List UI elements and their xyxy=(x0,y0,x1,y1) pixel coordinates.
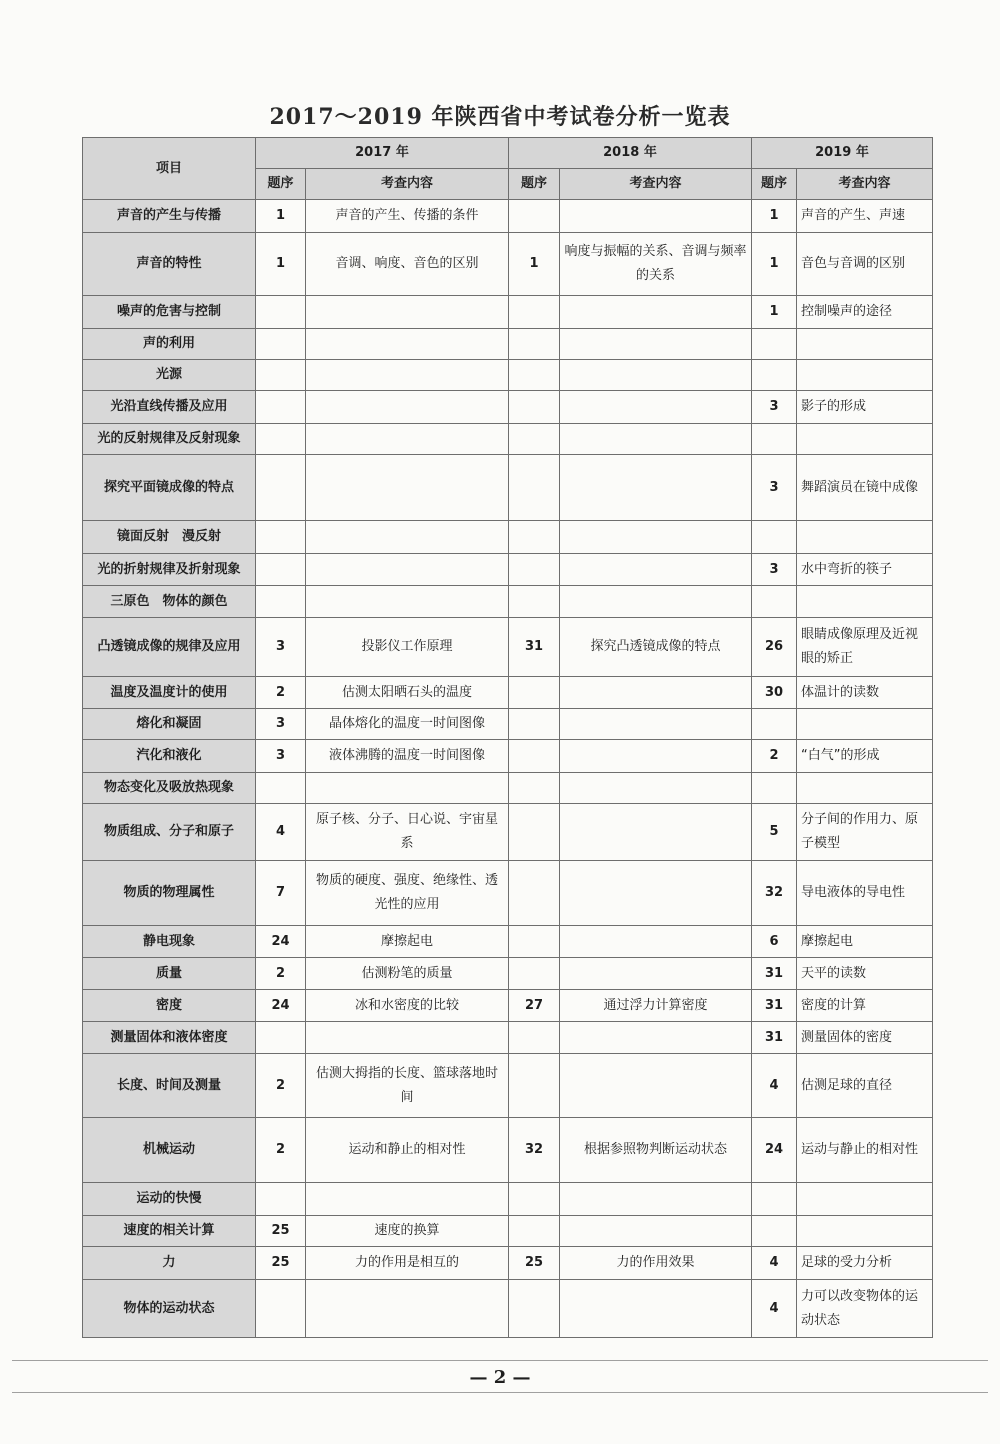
page-title: 2017～2019 年陕西省中考试卷分析一览表 xyxy=(269,104,731,130)
cell-item: 运动的快慢 xyxy=(83,1183,256,1216)
cell-c17: 冰和水密度的比较 xyxy=(306,990,509,1022)
cell-n17: 3 xyxy=(256,618,306,677)
cell-item: 光的折射规律及折射现象 xyxy=(83,554,256,586)
cell-c19: 密度的计算 xyxy=(797,990,933,1022)
cell-n18 xyxy=(509,424,560,455)
cell-c18 xyxy=(560,329,752,360)
cell-item: 物质的物理属性 xyxy=(83,861,256,926)
cell-n17 xyxy=(256,296,306,329)
header-year-2018: 2018 年 xyxy=(509,138,752,169)
cell-c17 xyxy=(306,521,509,554)
cell-n18 xyxy=(509,296,560,329)
cell-c18 xyxy=(560,958,752,990)
cell-c19: 音色与音调的区别 xyxy=(797,233,933,296)
cell-c17: 投影仪工作原理 xyxy=(306,618,509,677)
cell-n17 xyxy=(256,424,306,455)
cell-item: 熔化和凝固 xyxy=(83,709,256,740)
cell-c19 xyxy=(797,521,933,554)
header-no-2017: 题序 xyxy=(256,169,306,200)
cell-n18 xyxy=(509,1216,560,1247)
cell-n19 xyxy=(752,586,797,618)
cell-c19: 摩擦起电 xyxy=(797,926,933,958)
cell-c18 xyxy=(560,424,752,455)
cell-n19: 4 xyxy=(752,1054,797,1118)
cell-item: 探究平面镜成像的特点 xyxy=(83,455,256,521)
cell-n17 xyxy=(256,521,306,554)
cell-n19: 31 xyxy=(752,958,797,990)
cell-n18 xyxy=(509,740,560,773)
table-row xyxy=(83,1216,933,1247)
table-row xyxy=(83,521,933,554)
cell-n17: 25 xyxy=(256,1247,306,1280)
cell-n17: 25 xyxy=(256,1216,306,1247)
table-row xyxy=(83,740,933,773)
cell-n17: 3 xyxy=(256,709,306,740)
cell-c18 xyxy=(560,1280,752,1338)
table-row xyxy=(83,1118,933,1183)
table-row xyxy=(83,773,933,804)
cell-c19: 影子的形成 xyxy=(797,391,933,424)
cell-c19: 足球的受力分析 xyxy=(797,1247,933,1280)
cell-c18 xyxy=(560,740,752,773)
cell-n19 xyxy=(752,424,797,455)
cell-n19: 3 xyxy=(752,455,797,521)
cell-c17: 速度的换算 xyxy=(306,1216,509,1247)
cell-n19: 30 xyxy=(752,677,797,709)
cell-c19 xyxy=(797,329,933,360)
cell-item: 光源 xyxy=(83,360,256,391)
header-no-2018: 题序 xyxy=(509,169,560,200)
cell-c19: 力可以改变物体的运动状态 xyxy=(797,1280,933,1338)
cell-c19: 声音的产生、声速 xyxy=(797,200,933,233)
cell-n17 xyxy=(256,455,306,521)
cell-n18 xyxy=(509,586,560,618)
cell-c18 xyxy=(560,1022,752,1054)
cell-c18 xyxy=(560,296,752,329)
cell-n18 xyxy=(509,773,560,804)
footer-divider xyxy=(12,1360,988,1361)
cell-n19: 1 xyxy=(752,233,797,296)
cell-c18: 探究凸透镜成像的特点 xyxy=(560,618,752,677)
header-year-2019: 2019 年 xyxy=(752,138,933,169)
cell-n18 xyxy=(509,1022,560,1054)
table-row xyxy=(83,200,933,233)
cell-c18 xyxy=(560,1216,752,1247)
analysis-table xyxy=(82,137,933,1338)
table-row xyxy=(83,296,933,329)
cell-c18: 通过浮力计算密度 xyxy=(560,990,752,1022)
cell-n17 xyxy=(256,329,306,360)
cell-n19: 6 xyxy=(752,926,797,958)
cell-n18 xyxy=(509,391,560,424)
cell-c17 xyxy=(306,360,509,391)
cell-n19 xyxy=(752,1216,797,1247)
cell-c19 xyxy=(797,1216,933,1247)
cell-item: 凸透镜成像的规律及应用 xyxy=(83,618,256,677)
cell-n19: 32 xyxy=(752,861,797,926)
cell-c18 xyxy=(560,677,752,709)
cell-item: 物态变化及吸放热现象 xyxy=(83,773,256,804)
cell-n18 xyxy=(509,1183,560,1216)
cell-n18: 25 xyxy=(509,1247,560,1280)
cell-n19 xyxy=(752,521,797,554)
cell-item: 物质组成、分子和原子 xyxy=(83,804,256,861)
cell-c17: 液体沸腾的温度一时间图像 xyxy=(306,740,509,773)
cell-n17: 7 xyxy=(256,861,306,926)
cell-c19: 水中弯折的筷子 xyxy=(797,554,933,586)
cell-n19: 31 xyxy=(752,990,797,1022)
cell-c18 xyxy=(560,1054,752,1118)
cell-n17: 1 xyxy=(256,200,306,233)
cell-item: 镜面反射 漫反射 xyxy=(83,521,256,554)
table-row xyxy=(83,861,933,926)
cell-c18 xyxy=(560,360,752,391)
table-row xyxy=(83,1054,933,1118)
cell-c18 xyxy=(560,521,752,554)
cell-n18 xyxy=(509,709,560,740)
cell-n19: 4 xyxy=(752,1247,797,1280)
cell-c18 xyxy=(560,200,752,233)
header-content-2019: 考查内容 xyxy=(797,169,933,200)
header-item: 项目 xyxy=(83,138,256,200)
cell-c17 xyxy=(306,1022,509,1054)
cell-c17 xyxy=(306,1183,509,1216)
cell-c18: 力的作用效果 xyxy=(560,1247,752,1280)
cell-n18 xyxy=(509,1280,560,1338)
cell-item: 光沿直线传播及应用 xyxy=(83,391,256,424)
cell-c17 xyxy=(306,586,509,618)
cell-c17: 原子核、分子、日心说、宇宙星系 xyxy=(306,804,509,861)
cell-n19 xyxy=(752,329,797,360)
cell-n17: 4 xyxy=(256,804,306,861)
cell-item: 机械运动 xyxy=(83,1118,256,1183)
cell-item: 力 xyxy=(83,1247,256,1280)
cell-n17: 1 xyxy=(256,233,306,296)
cell-c19: 天平的读数 xyxy=(797,958,933,990)
cell-n18: 32 xyxy=(509,1118,560,1183)
cell-n17 xyxy=(256,1022,306,1054)
cell-c18 xyxy=(560,586,752,618)
cell-n17: 2 xyxy=(256,677,306,709)
cell-n18: 1 xyxy=(509,233,560,296)
footer-divider-bottom xyxy=(12,1392,988,1393)
cell-item: 质量 xyxy=(83,958,256,990)
cell-c17: 音调、响度、音色的区别 xyxy=(306,233,509,296)
cell-item: 三原色 物体的颜色 xyxy=(83,586,256,618)
cell-n18 xyxy=(509,521,560,554)
cell-n18 xyxy=(509,1054,560,1118)
table-row xyxy=(83,709,933,740)
cell-item: 测量固体和液体密度 xyxy=(83,1022,256,1054)
table-row xyxy=(83,455,933,521)
table-row xyxy=(83,677,933,709)
cell-item: 静电现象 xyxy=(83,926,256,958)
table-row xyxy=(83,618,933,677)
cell-n17 xyxy=(256,554,306,586)
cell-c19: 眼睛成像原理及近视眼的矫正 xyxy=(797,618,933,677)
cell-c18 xyxy=(560,861,752,926)
cell-c17: 声音的产生、传播的条件 xyxy=(306,200,509,233)
table-row xyxy=(83,1280,933,1338)
cell-item: 速度的相关计算 xyxy=(83,1216,256,1247)
cell-c19: “白气”的形成 xyxy=(797,740,933,773)
table-row xyxy=(83,391,933,424)
cell-c18 xyxy=(560,391,752,424)
cell-n18 xyxy=(509,455,560,521)
cell-c18 xyxy=(560,455,752,521)
cell-n17 xyxy=(256,391,306,424)
cell-n17: 2 xyxy=(256,958,306,990)
cell-item: 光的反射规律及反射现象 xyxy=(83,424,256,455)
header-year-2017: 2017 年 xyxy=(256,138,509,169)
cell-n17 xyxy=(256,586,306,618)
cell-n19: 1 xyxy=(752,200,797,233)
cell-n18 xyxy=(509,958,560,990)
cell-c17: 力的作用是相互的 xyxy=(306,1247,509,1280)
cell-c17: 估测太阳晒石头的温度 xyxy=(306,677,509,709)
cell-n17: 3 xyxy=(256,740,306,773)
table-row xyxy=(83,233,933,296)
cell-c17: 晶体熔化的温度一时间图像 xyxy=(306,709,509,740)
cell-n17 xyxy=(256,1280,306,1338)
cell-n18 xyxy=(509,861,560,926)
cell-item: 声的利用 xyxy=(83,329,256,360)
cell-c17: 摩擦起电 xyxy=(306,926,509,958)
cell-c19 xyxy=(797,360,933,391)
cell-c19: 估测足球的直径 xyxy=(797,1054,933,1118)
cell-item: 物体的运动状态 xyxy=(83,1280,256,1338)
cell-n18 xyxy=(509,804,560,861)
table-row xyxy=(83,958,933,990)
cell-c18 xyxy=(560,804,752,861)
cell-c19 xyxy=(797,773,933,804)
table-row xyxy=(83,329,933,360)
table-row xyxy=(83,990,933,1022)
table-row xyxy=(83,1183,933,1216)
cell-c18 xyxy=(560,554,752,586)
cell-c19: 分子间的作用力、原子模型 xyxy=(797,804,933,861)
cell-c17 xyxy=(306,391,509,424)
cell-item: 密度 xyxy=(83,990,256,1022)
cell-n19: 1 xyxy=(752,296,797,329)
cell-n17: 24 xyxy=(256,926,306,958)
cell-n18 xyxy=(509,200,560,233)
cell-n18 xyxy=(509,360,560,391)
page-number: — 2 — xyxy=(469,1367,531,1388)
table-row xyxy=(83,1247,933,1280)
cell-item: 声音的产生与传播 xyxy=(83,200,256,233)
table-row xyxy=(83,926,933,958)
header-no-2019: 题序 xyxy=(752,169,797,200)
cell-c18: 响度与振幅的关系、音调与频率的关系 xyxy=(560,233,752,296)
cell-n19: 2 xyxy=(752,740,797,773)
cell-c19 xyxy=(797,424,933,455)
cell-n19 xyxy=(752,360,797,391)
cell-c18: 根据参照物判断运动状态 xyxy=(560,1118,752,1183)
cell-n19: 31 xyxy=(752,1022,797,1054)
header-content-2017: 考查内容 xyxy=(306,169,509,200)
cell-n19 xyxy=(752,709,797,740)
cell-c19: 运动与静止的相对性 xyxy=(797,1118,933,1183)
cell-item: 长度、时间及测量 xyxy=(83,1054,256,1118)
table-row xyxy=(83,1022,933,1054)
cell-c19: 舞蹈演员在镜中成像 xyxy=(797,455,933,521)
cell-item: 温度及温度计的使用 xyxy=(83,677,256,709)
cell-c17: 估测粉笔的质量 xyxy=(306,958,509,990)
cell-n19: 3 xyxy=(752,391,797,424)
table-row xyxy=(83,424,933,455)
cell-c19: 控制噪声的途径 xyxy=(797,296,933,329)
cell-c19: 导电液体的导电性 xyxy=(797,861,933,926)
cell-n19: 3 xyxy=(752,554,797,586)
cell-c19 xyxy=(797,1183,933,1216)
cell-n18 xyxy=(509,329,560,360)
cell-item: 噪声的危害与控制 xyxy=(83,296,256,329)
cell-c17: 估测大拇指的长度、篮球落地时间 xyxy=(306,1054,509,1118)
cell-c19 xyxy=(797,709,933,740)
table-row xyxy=(83,554,933,586)
table-row xyxy=(83,804,933,861)
cell-c17 xyxy=(306,554,509,586)
table-row xyxy=(83,586,933,618)
header-content-2018: 考查内容 xyxy=(560,169,752,200)
cell-n17 xyxy=(256,360,306,391)
cell-n19: 4 xyxy=(752,1280,797,1338)
cell-n17: 24 xyxy=(256,990,306,1022)
table-row xyxy=(83,360,933,391)
cell-item: 汽化和液化 xyxy=(83,740,256,773)
cell-c17 xyxy=(306,329,509,360)
cell-n19 xyxy=(752,773,797,804)
cell-n18 xyxy=(509,926,560,958)
cell-c17 xyxy=(306,455,509,521)
cell-c17 xyxy=(306,296,509,329)
cell-c17: 运动和静止的相对性 xyxy=(306,1118,509,1183)
cell-c19: 体温计的读数 xyxy=(797,677,933,709)
cell-n18: 31 xyxy=(509,618,560,677)
cell-c19 xyxy=(797,586,933,618)
table-body xyxy=(83,200,933,1338)
cell-n18 xyxy=(509,554,560,586)
cell-n17: 2 xyxy=(256,1118,306,1183)
cell-c18 xyxy=(560,709,752,740)
cell-n18 xyxy=(509,677,560,709)
cell-c19: 测量固体的密度 xyxy=(797,1022,933,1054)
cell-n17: 2 xyxy=(256,1054,306,1118)
cell-n18: 27 xyxy=(509,990,560,1022)
cell-c17 xyxy=(306,424,509,455)
cell-c17: 物质的硬度、强度、绝缘性、透光性的应用 xyxy=(306,861,509,926)
cell-n19: 5 xyxy=(752,804,797,861)
cell-n17 xyxy=(256,1183,306,1216)
cell-n19: 26 xyxy=(752,618,797,677)
cell-c18 xyxy=(560,1183,752,1216)
cell-c17 xyxy=(306,1280,509,1338)
cell-c18 xyxy=(560,773,752,804)
cell-n17 xyxy=(256,773,306,804)
cell-c18 xyxy=(560,926,752,958)
cell-n19 xyxy=(752,1183,797,1216)
cell-c17 xyxy=(306,773,509,804)
cell-n19: 24 xyxy=(752,1118,797,1183)
cell-item: 声音的特性 xyxy=(83,233,256,296)
